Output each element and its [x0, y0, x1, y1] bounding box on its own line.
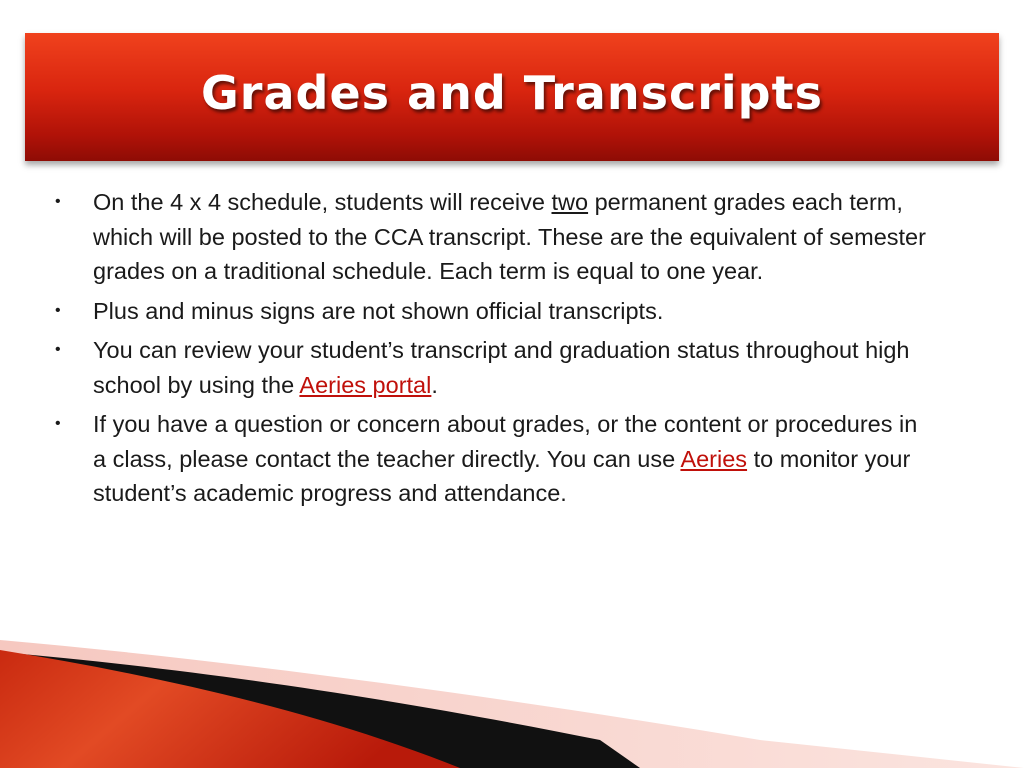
title-bar — [25, 33, 999, 161]
bullet-text: to monitor your student’s academic progress and attendance. — [93, 445, 911, 506]
underlined-word: two — [551, 189, 589, 215]
bullet-item — [55, 185, 935, 289]
bullet-dot-icon: • — [55, 301, 61, 319]
aeries-portal-link[interactable]: Aeries portal — [299, 371, 432, 398]
black-swoosh — [0, 652, 640, 768]
bullet-item — [55, 294, 935, 329]
bullet-dot-icon: • — [55, 341, 61, 358]
bullet-dot-icon: • — [55, 415, 61, 432]
slide-title: Grades and Transcripts — [201, 66, 823, 120]
bullet-text: Plus and minus signs are not shown official transcripts. — [93, 297, 664, 324]
aeries-link[interactable]: Aeries — [680, 445, 748, 472]
bullet-dot-icon: • — [55, 193, 61, 210]
bullet-text: On the 4 x 4 schedule, students will receive — [93, 189, 552, 215]
bullet-list — [55, 185, 935, 516]
bullet-text: You can review your student’s transcript and graduation status throughout high school by using the — [93, 337, 910, 398]
bullet-text: If you have a question or concern about grades, or the content or procedures in a class, please contact the teacher directly. You can use — [93, 411, 918, 472]
red-swoosh — [0, 650, 460, 768]
bullet-item — [55, 407, 935, 511]
pink-swoosh — [0, 640, 1024, 768]
bullet-text: permanent grades each term, which will be posted to the CCA transcript. These are the equivalent of semester grades on a traditional schedule. Each term is equal to one year. — [93, 189, 926, 284]
bullet-item — [55, 333, 935, 402]
bullet-text: . — [431, 371, 438, 398]
